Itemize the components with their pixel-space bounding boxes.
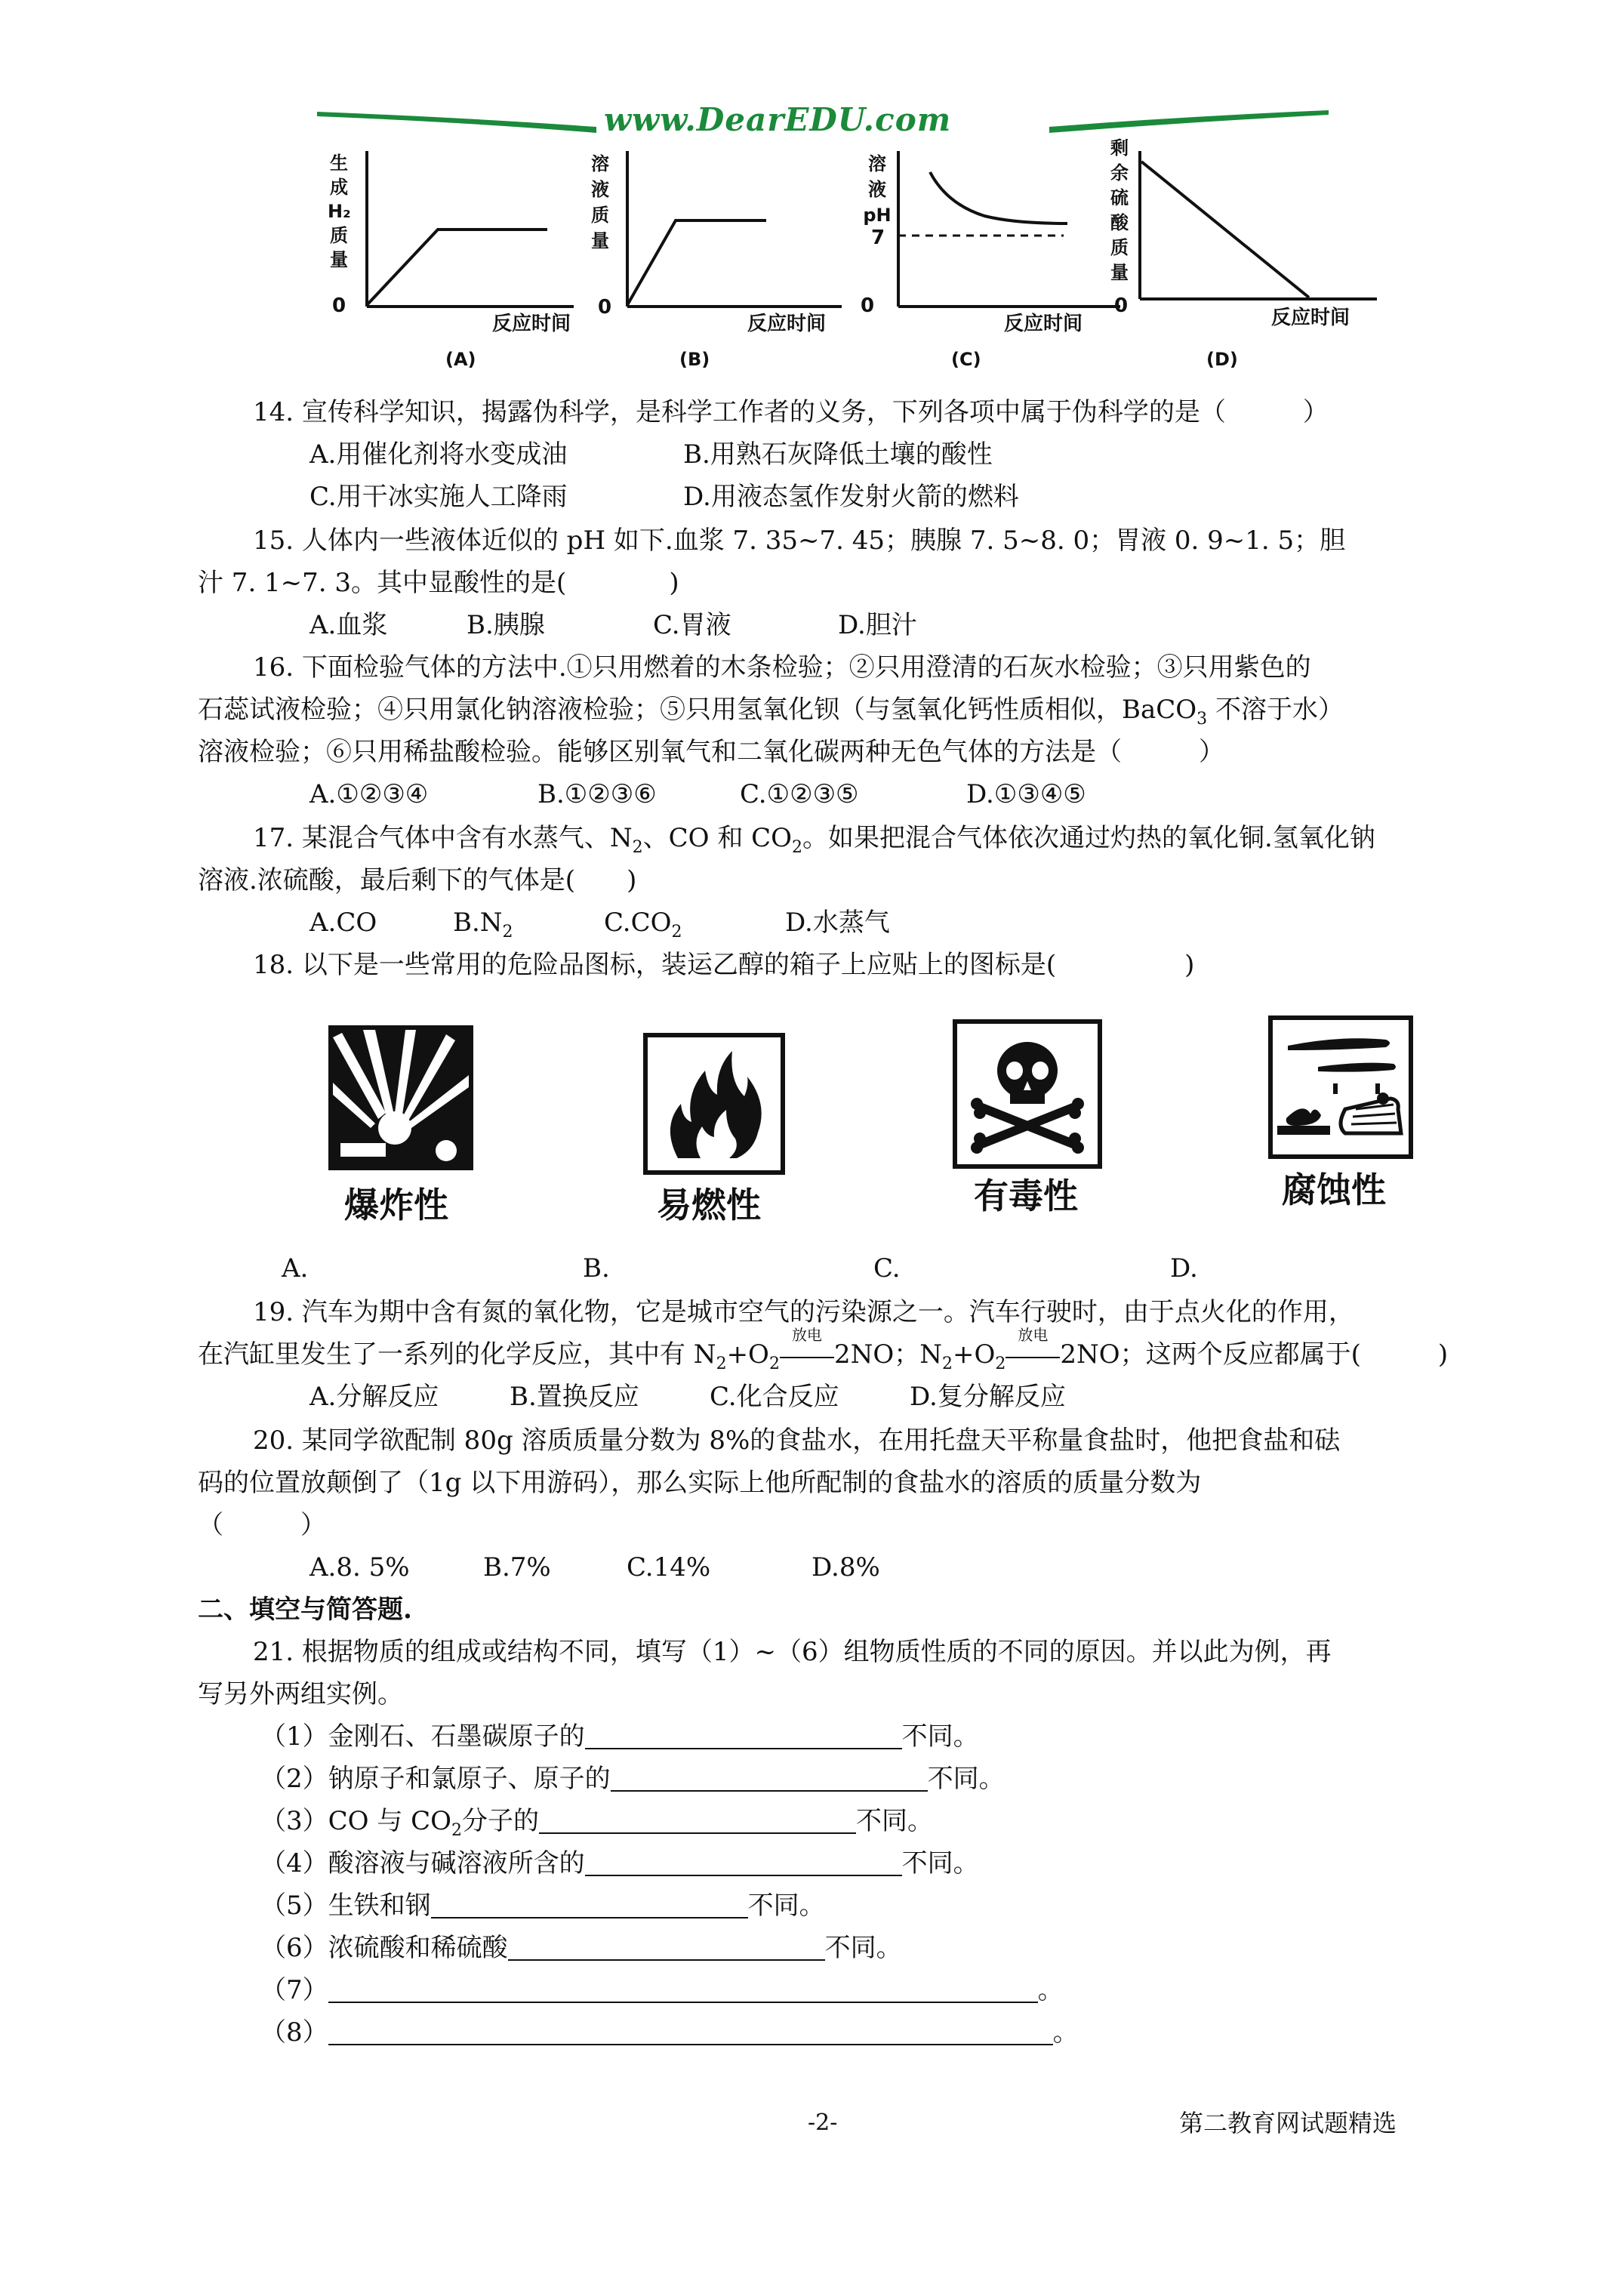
q19-line2: 在汽缸里发生了一系列的化学反应，其中有 $N_2+O_2$ 放电 2NO；$N_2+O_2$ 放电 2NO；这两个反应都属于( ) bbox=[198, 1326, 1449, 1373]
chart-b-plot bbox=[623, 151, 849, 317]
chart-c bbox=[861, 151, 1132, 385]
chart-c-curve bbox=[930, 172, 1067, 223]
answer-blank-2[interactable] bbox=[611, 1764, 928, 1792]
chart-a-caption: (A) bbox=[445, 349, 476, 370]
chart-d-caption: (D) bbox=[1206, 349, 1238, 370]
q17-line2: 溶液.浓硫酸，最后剩下的气体是( ) bbox=[198, 865, 637, 895]
q16-option-d[interactable]: D.①③④⑤ bbox=[966, 779, 1086, 809]
q21-item-6: （6）浓硫酸和稀硫酸 不同。 bbox=[260, 1933, 902, 1963]
q15-line2: 汁 7. 1~7. 3。其中显酸性的是( ) bbox=[198, 568, 679, 598]
chart-b-curve bbox=[627, 220, 766, 305]
q19-line1: 19. 汽车为期中含有氮的氧化物，它是城市空气的污染源之一。汽车行驶时，由于点火化的作用， bbox=[253, 1297, 1354, 1327]
q20-line1: 20. 某同学欲配制 80g 溶质质量分数为 8%的食盐水，在用托盘天平称量食盐时，他把食盐和砝 bbox=[253, 1425, 1341, 1456]
q14-stem: 14. 宣传科学知识，揭露伪科学，是科学工作者的义务，下列各项中属于伪科学的是（ ） bbox=[253, 397, 1329, 427]
answer-blank-6[interactable] bbox=[508, 1934, 825, 1961]
chart-a-ylabel: 生 成 H₂ 质 量 bbox=[328, 153, 351, 270]
chart-b-origin: 0 bbox=[598, 296, 612, 319]
q17-option-d[interactable]: D.水蒸气 bbox=[785, 908, 890, 938]
reaction-condition-arrow: 放电 bbox=[780, 1338, 834, 1371]
answer-blank-8[interactable] bbox=[328, 2018, 1053, 2045]
q20-line3: （ ） bbox=[198, 1510, 326, 1540]
q20-line2: 码的位置放颠倒了（1g 以下用游码），那么实际上他所配制的食盐水的溶质的质量分数为 bbox=[198, 1468, 1202, 1498]
q21-item-4: （4）酸溶液与碱溶液所含的 不同。 bbox=[260, 1848, 979, 1878]
q17-line1: 17. 某混合气体中含有水蒸气、$N_2$、CO 和 $CO_2$。如果把混合气体依次通过灼热的氧化铜.氢氧化钠 bbox=[253, 823, 1375, 857]
explosive-icon[interactable] bbox=[328, 1025, 473, 1170]
chart-b bbox=[589, 151, 861, 385]
q16-option-c[interactable]: C.①②③⑤ bbox=[740, 779, 859, 809]
q18-option-a[interactable]: A. bbox=[282, 1253, 309, 1284]
answer-blank-3[interactable] bbox=[539, 1807, 856, 1834]
answer-blank-1[interactable] bbox=[585, 1722, 902, 1749]
site-url[interactable]: www.DearEDU.com bbox=[604, 101, 952, 138]
q14-option-b[interactable]: B.用熟石灰降低土壤的酸性 bbox=[683, 439, 993, 470]
flame-icon[interactable] bbox=[643, 1033, 785, 1175]
chart-c-caption: (C) bbox=[951, 349, 981, 370]
chart-a bbox=[317, 151, 589, 385]
chart-d-xlabel: 反应时间 bbox=[1271, 307, 1350, 329]
q20-option-c[interactable]: C.14% bbox=[627, 1552, 711, 1583]
q16-line3: 溶液检验；⑥只用稀盐酸检验。能够区别氧气和二氧化碳两种无色气体的方法是（ ） bbox=[198, 737, 1224, 767]
chart-d-origin: 0 bbox=[1114, 294, 1129, 317]
q14-option-c[interactable]: C.用干冰实施人工降雨 bbox=[310, 482, 568, 512]
chart-a-plot bbox=[362, 151, 581, 317]
q16-line1: 16. 下面检验气体的方法中.①只用燃着的木条检验；②只用澄清的石灰水检验；③只用紫色的 bbox=[253, 652, 1311, 683]
chart-d-ylabel: 剩 余 硫 酸 质 量 bbox=[1110, 137, 1129, 283]
q18-option-d[interactable]: D. bbox=[1170, 1253, 1198, 1284]
q19-option-b[interactable]: B.置换反应 bbox=[510, 1382, 639, 1412]
q15-option-d[interactable]: D.胆汁 bbox=[838, 610, 917, 640]
chart-c-xlabel: 反应时间 bbox=[1004, 313, 1083, 335]
q18-option-c[interactable]: C. bbox=[873, 1253, 901, 1284]
q16-option-b[interactable]: B.①②③⑥ bbox=[537, 779, 657, 809]
q20-option-b[interactable]: B.7% bbox=[483, 1552, 551, 1583]
q21-item-3: （3）CO 与 $CO_2$分子的 不同。 bbox=[260, 1806, 934, 1840]
chart-d-curve bbox=[1141, 162, 1309, 297]
chart-c-seven: 7 bbox=[871, 227, 885, 249]
q19-option-a[interactable]: A.分解反应 bbox=[310, 1382, 439, 1412]
answer-blank-4[interactable] bbox=[585, 1849, 902, 1876]
q18-option-b[interactable]: B. bbox=[583, 1253, 610, 1284]
toxic-caption: 有毒性 bbox=[974, 1176, 1078, 1216]
skull-crossbones-icon[interactable] bbox=[953, 1019, 1102, 1169]
footer-source: 第二教育网试题精选 bbox=[1179, 2109, 1397, 2137]
chart-d bbox=[1108, 136, 1395, 385]
q14-option-d[interactable]: D.用液态氢作发射火箭的燃料 bbox=[683, 482, 1019, 512]
q19-option-d[interactable]: D.复分解反应 bbox=[910, 1382, 1066, 1412]
q21-item-5: （5）生铁和钢 不同。 bbox=[260, 1891, 825, 1921]
q17-option-a[interactable]: A.CO bbox=[310, 908, 377, 938]
page-number: -2- bbox=[808, 2110, 838, 2136]
flame-caption: 易燃性 bbox=[657, 1185, 761, 1225]
chart-b-ylabel: 溶 液 质 量 bbox=[591, 153, 609, 251]
q19-option-c[interactable]: C.化合反应 bbox=[710, 1382, 839, 1412]
chart-d-plot bbox=[1135, 151, 1384, 310]
q21-item-1: （1）金刚石、石墨碳原子的 不同。 bbox=[260, 1721, 979, 1752]
q21-line1: 21. 根据物质的组成或结构不同，填写（1）~（6）组物质性质的不同的原因。并以此为例，再 bbox=[253, 1637, 1332, 1667]
corrosive-icon[interactable] bbox=[1268, 1015, 1413, 1159]
answer-blank-7[interactable] bbox=[328, 1976, 1038, 2003]
answer-blank-5[interactable] bbox=[431, 1891, 748, 1918]
q17-option-c[interactable]: $C.CO_2$ bbox=[604, 908, 682, 942]
q18-stem: 18. 以下是一些常用的危险品图标，装运乙醇的箱子上应贴上的图标是( ) bbox=[253, 950, 1195, 980]
q16-option-a[interactable]: A.①②③④ bbox=[310, 779, 429, 809]
reaction-condition-arrow-2: 放电 bbox=[1006, 1338, 1060, 1371]
chart-c-plot bbox=[894, 151, 1128, 317]
chart-b-xlabel: 反应时间 bbox=[747, 313, 827, 335]
q21-item-8: （8） 。 bbox=[260, 2017, 1079, 2048]
section-heading: 二、填空与简答题. bbox=[198, 1595, 412, 1625]
q21-line2: 写另外两组实例。 bbox=[198, 1679, 403, 1709]
q20-option-d[interactable]: D.8% bbox=[812, 1552, 880, 1583]
q17-option-b[interactable]: $B.N_2$ bbox=[453, 908, 513, 942]
q21-item-7: （7） 。 bbox=[260, 1975, 1064, 2005]
q15-option-a[interactable]: A.血浆 bbox=[310, 610, 388, 640]
q16-line2: 石蕊试液检验；④只用氯化钠溶液检验；⑤只用氢氧化钡（与氢氧化钙性质相似，BaCO$_3$ 不溶于水） bbox=[198, 695, 1344, 729]
chart-a-curve bbox=[367, 230, 547, 305]
q14-option-a[interactable]: A.用催化剂将水变成油 bbox=[310, 439, 568, 470]
chart-c-ylabel: 溶 液 pH bbox=[863, 153, 892, 226]
explosive-caption: 爆炸性 bbox=[344, 1185, 448, 1225]
q15-option-c[interactable]: C.胃液 bbox=[653, 610, 731, 640]
chart-a-xlabel: 反应时间 bbox=[492, 313, 571, 335]
chart-c-origin: 0 bbox=[861, 294, 875, 317]
chart-b-caption: (B) bbox=[679, 349, 710, 370]
q15-line1: 15. 人体内一些液体近似的 pH 如下.血浆 7. 35~7. 45；胰腺 7. 5~8. 0；胃液 0. 9~1. 5；胆 bbox=[253, 525, 1346, 556]
q15-option-b[interactable]: B.胰腺 bbox=[467, 610, 545, 640]
chart-a-origin: 0 bbox=[332, 294, 346, 317]
corrosive-caption: 腐蚀性 bbox=[1282, 1170, 1386, 1210]
q21-item-2: （2）钠原子和氯原子、原子的 不同。 bbox=[260, 1764, 1005, 1794]
q20-option-a[interactable]: A.8. 5% bbox=[310, 1552, 410, 1583]
